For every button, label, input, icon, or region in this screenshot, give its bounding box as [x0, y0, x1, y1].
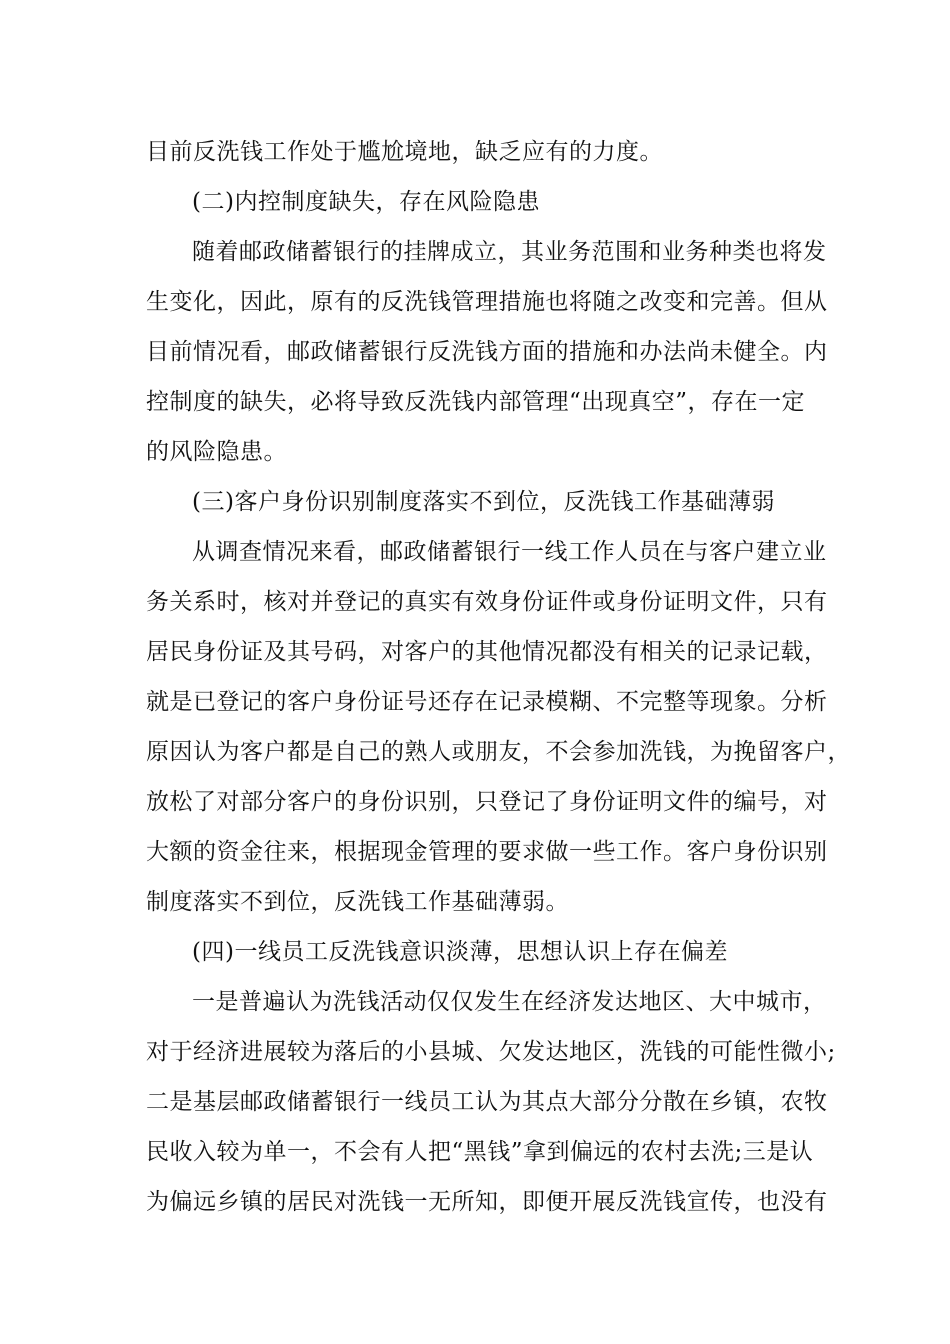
text-line: 控制度的缺失，必将导致反洗钱内部管理“出现真空”，存在一定 [146, 389, 806, 415]
text-line: 放松了对部分客户的身份识别，只登记了身份证明文件的编号，对 [146, 789, 828, 815]
text-line: 对于经济进展较为落后的小县城、欠发达地区，洗钱的可能性微小; [146, 1039, 836, 1065]
text-line: 民收入较为单一，不会有人把“黑钱”拿到偏远的农村去洗;三是认 [146, 1139, 814, 1165]
text-line: 目前反洗钱工作处于尴尬境地，缺乏应有的力度。 [146, 139, 663, 165]
text-line: 务关系时，核对并登记的真实有效身份证件或身份证明文件，只有 [146, 589, 828, 615]
text-line: 原因认为客户都是自己的熟人或朋友，不会参加洗钱，为挽留客户， [146, 739, 851, 765]
text-line: 生变化，因此，原有的反洗钱管理措施也将随之改变和完善。但从 [146, 289, 828, 315]
text-line: 的风险隐患。 [146, 439, 287, 465]
section-heading: (三)客户身份识别制度落实不到位，反洗钱工作基础薄弱 [192, 489, 775, 515]
text-line: 就是已登记的客户身份证号还存在记录模糊、不完整等现象。分析 [146, 689, 828, 715]
text-line: 随着邮政储蓄银行的挂牌成立，其业务范围和业务种类也将发 [192, 239, 827, 265]
text-line: 一是普遍认为洗钱活动仅仅发生在经济发达地区、大中城市， [192, 989, 827, 1015]
section-heading: (四)一线员工反洗钱意识淡薄，思想认识上存在偏差 [192, 939, 728, 965]
text-line: 从调查情况来看，邮政储蓄银行一线工作人员在与客户建立业 [192, 539, 827, 565]
text-line: 为偏远乡镇的居民对洗钱一无所知，即便开展反洗钱宣传，也没有 [146, 1189, 828, 1215]
text-line: 制度落实不到位，反洗钱工作基础薄弱。 [146, 889, 569, 915]
text-line: 大额的资金往来，根据现金管理的要求做一些工作。客户身份识别 [146, 839, 828, 865]
text-line: 居民身份证及其号码，对客户的其他情况都没有相关的记录记载， [146, 639, 828, 665]
text-line: 二是基层邮政储蓄银行一线员工认为其点大部分分散在乡镇，农牧 [146, 1089, 828, 1115]
text-line: 目前情况看，邮政储蓄银行反洗钱方面的措施和办法尚未健全。内 [146, 339, 828, 365]
section-heading: (二)内控制度缺失，存在风险隐患 [192, 189, 540, 215]
